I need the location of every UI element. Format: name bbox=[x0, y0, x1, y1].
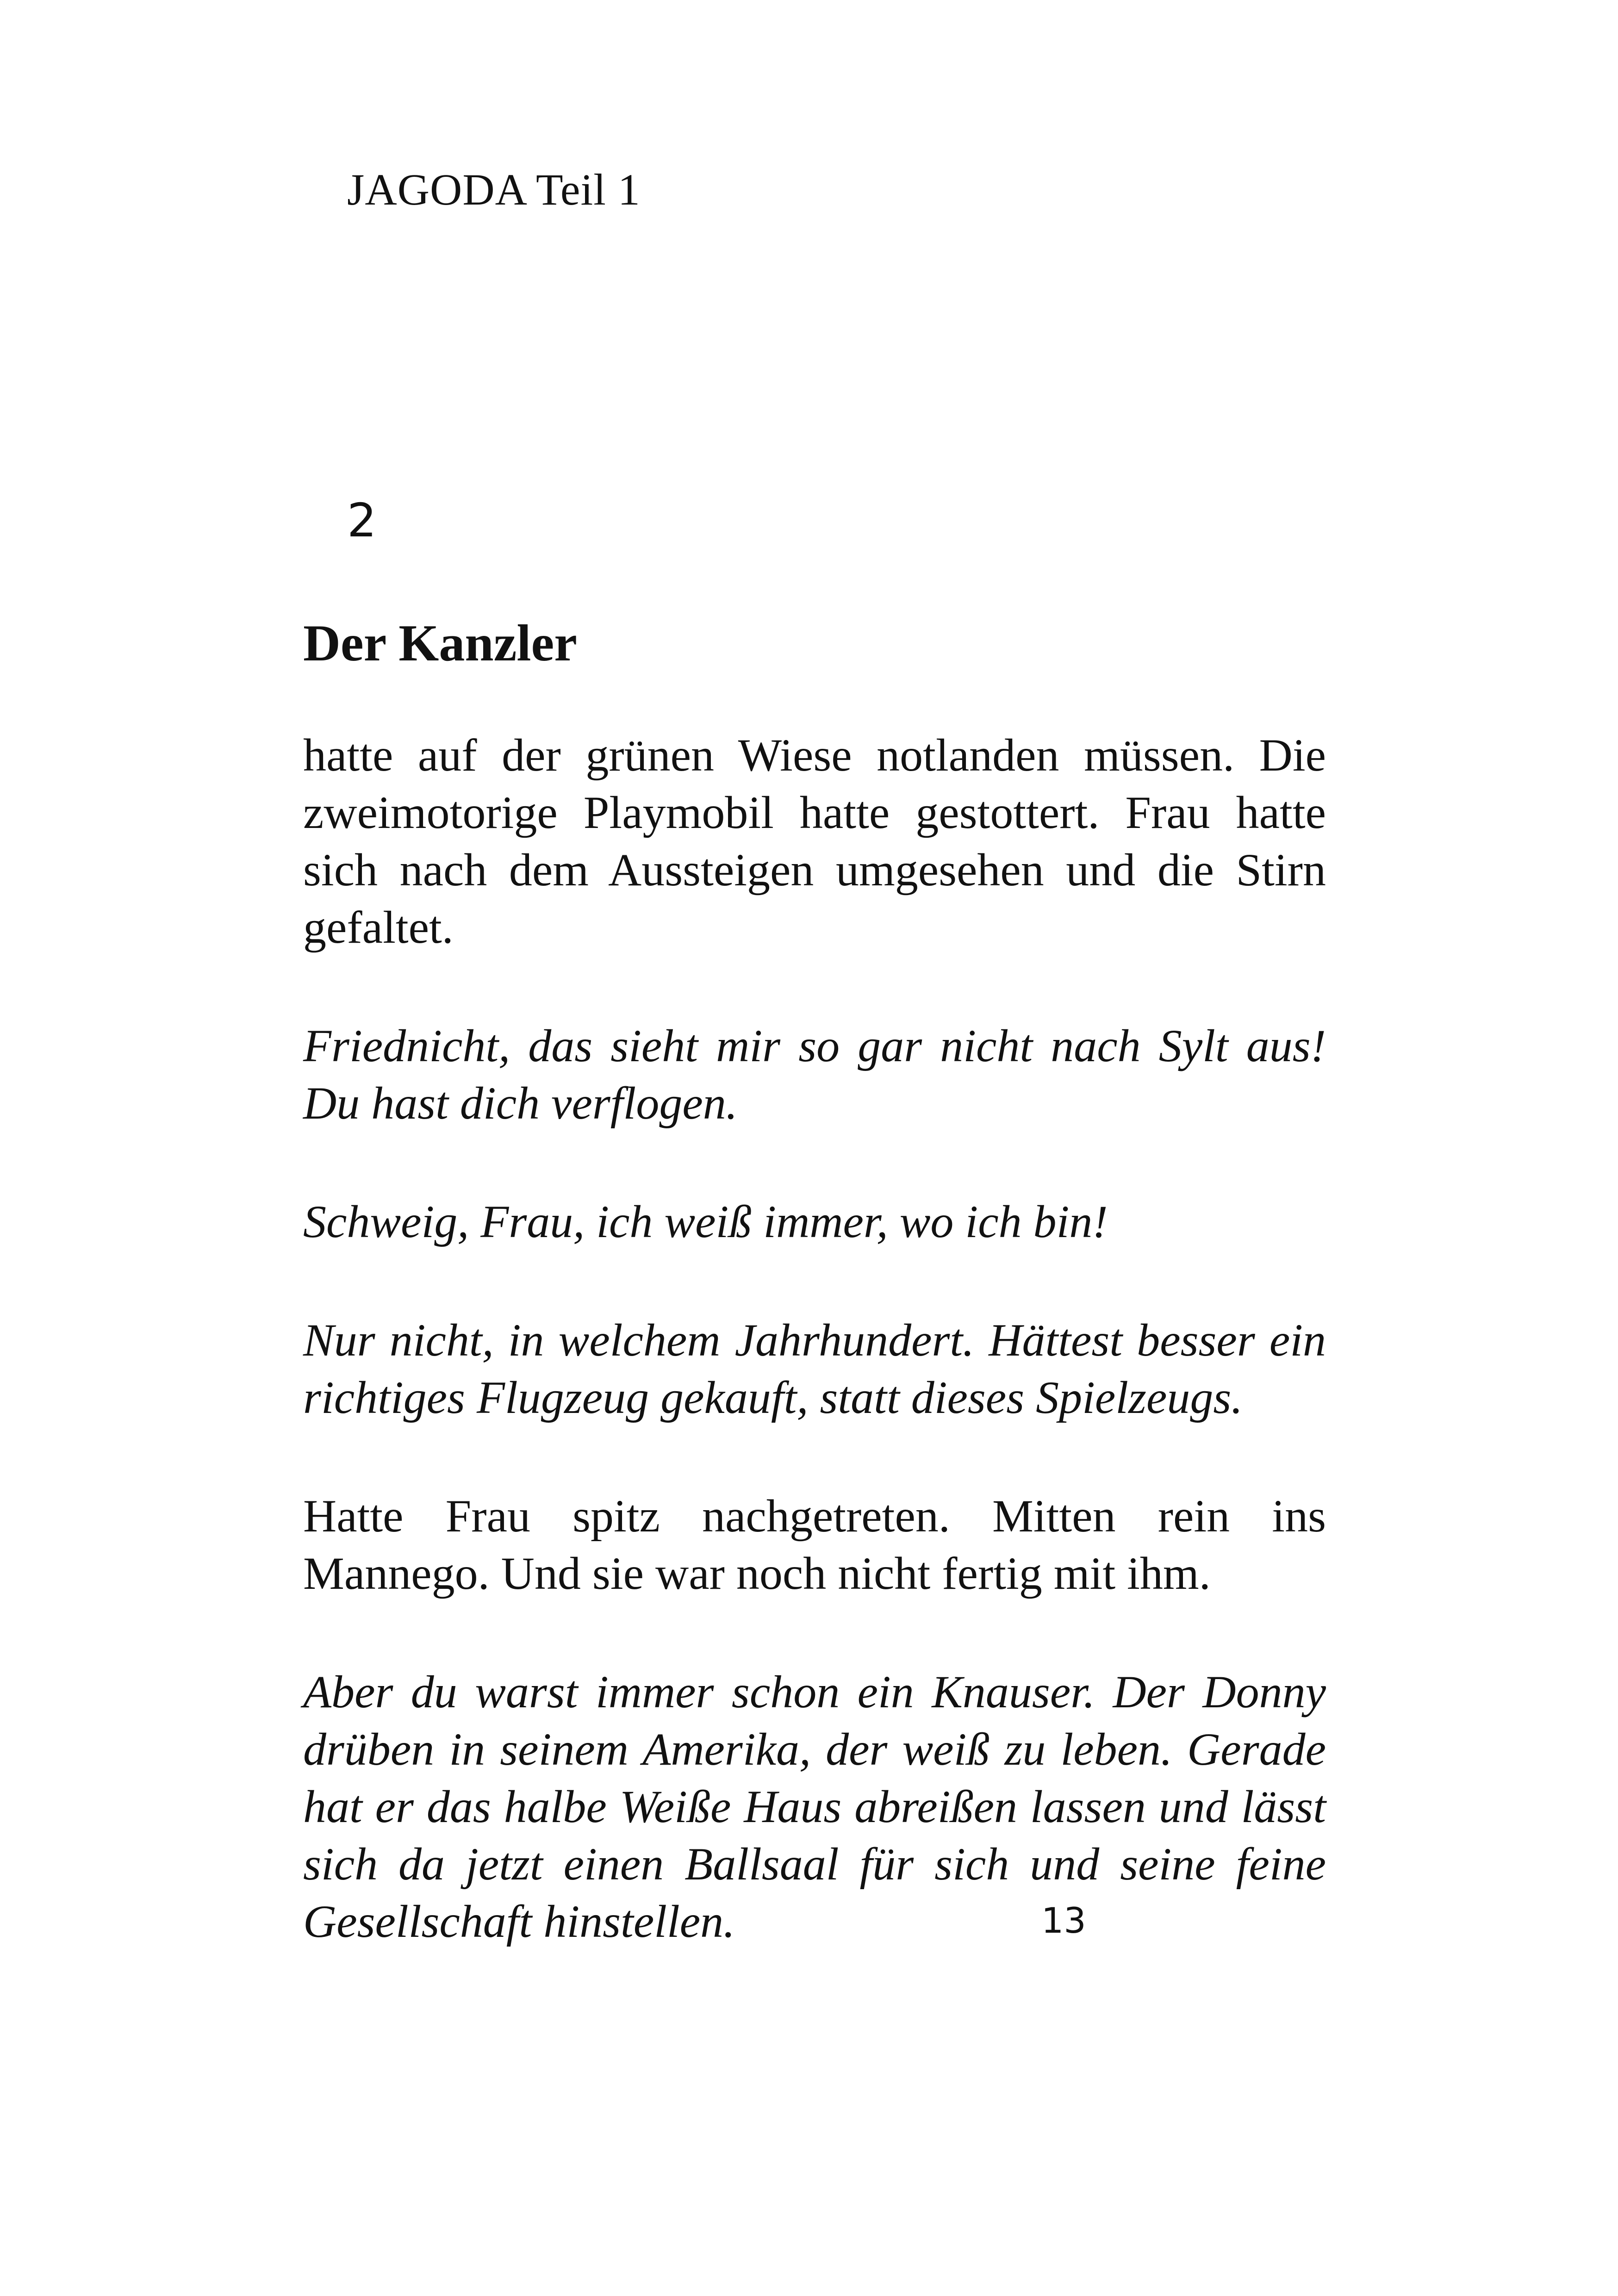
paragraph: Friednicht, das sieht mir so gar nicht nach Sylt aus! Du hast dich verflogen. bbox=[303, 1020, 1326, 1129]
paragraph: Hatte Frau spitz nachgetreten. Mitten rein ins Mannego. Und sie war noch nicht fertig mit ihm. bbox=[303, 1490, 1326, 1599]
body-text bbox=[303, 727, 1326, 2011]
chapter-number: 2 bbox=[347, 493, 377, 548]
paragraph: Aber du warst immer schon ein Knauser. Der Donny drüben in seinem Amerika, der weiß zu leben. Gerade hat er das halbe Weiße Haus abreißen lassen und lässt sich da jetzt einen Ballsaal für sich und seine feine Gesellschaft hinstellen. bbox=[303, 1666, 1326, 1947]
paragraph: Nur nicht, in welchem Jahrhundert. Hättest besser ein richtiges Flugzeug gekauft, statt dieses Spielzeugs. bbox=[303, 1314, 1326, 1423]
paragraph: Schweig, Frau, ich weiß immer, wo ich bin! bbox=[303, 1196, 1108, 1247]
paragraph: hatte auf der grünen Wiese notlanden müssen. Die zweimotorige Playmobil hatte gestottert. Frau hatte sich nach dem Aussteigen umgesehen und die Stirn gefaltet. bbox=[303, 729, 1326, 953]
chapter-title: Der Kanzler bbox=[303, 615, 577, 672]
page-number: 13 bbox=[1041, 1900, 1086, 1941]
running-head: JAGODA Teil 1 bbox=[347, 165, 641, 214]
